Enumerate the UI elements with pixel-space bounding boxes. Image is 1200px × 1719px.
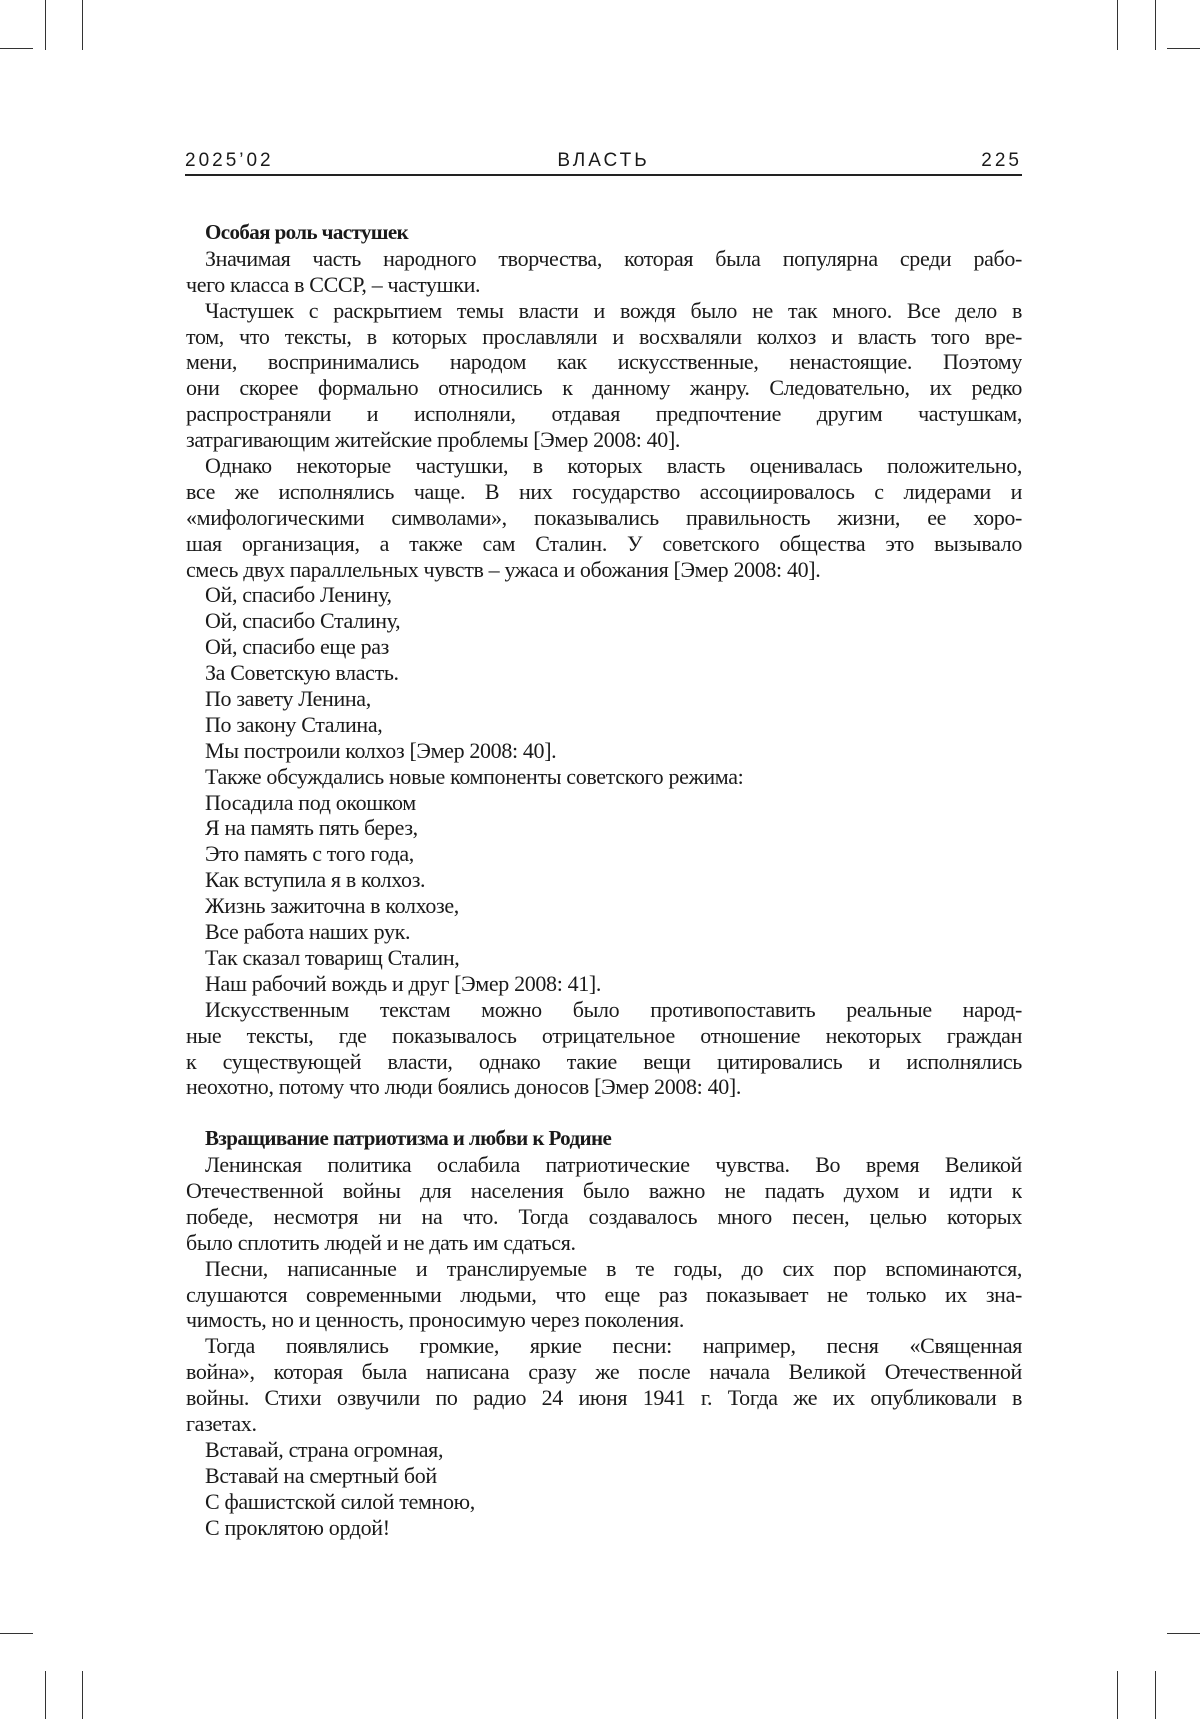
text-line: Все работа наших рук. (186, 919, 1022, 945)
page-number: 225 (981, 150, 1022, 172)
text-line: газетах. (186, 1411, 1022, 1437)
issue-number: 2025’02 (185, 150, 274, 172)
crop-mark (0, 48, 33, 49)
text-line: чимость, но и ценность, проносимую через поколения. (186, 1307, 1022, 1333)
text-line: неохотно, потому что люди боялись доносов [Эмер 2008: 40]. (186, 1074, 1022, 1100)
text-line: к существующей власти, однако такие вещи цитировались и исполнялись (186, 1049, 1022, 1075)
text-line: Вставай, страна огромная, (186, 1437, 1022, 1463)
text-line: Так сказал товарищ Сталин, (186, 945, 1022, 971)
text-line: чего класса в СССР, – частушки. (186, 272, 1022, 298)
text-line: Вставай на смертный бой (186, 1463, 1022, 1489)
text-line: Искусственным текстам можно было противопоставить реальные народ- (186, 997, 1022, 1023)
text-line: Ой, спасибо еще раз (186, 634, 1022, 660)
text-line: было сплотить людей и не дать им сдаться. (186, 1230, 1022, 1256)
text-line: войны. Стихи озвучили по радио 24 июня 1941 г. Тогда же их опубликовали в (186, 1385, 1022, 1411)
text-line: Это память с того года, (186, 841, 1022, 867)
crop-mark (0, 1633, 33, 1634)
text-line: смесь двух параллельных чувств – ужаса и обожания [Эмер 2008: 40]. (186, 557, 1022, 583)
text-line: распространяли и исполняли, отдавая предпочтение другим частушкам, (186, 401, 1022, 427)
text-line: Ой, спасибо Сталину, (186, 608, 1022, 634)
text-line: За Советскую власть. (186, 660, 1022, 686)
article-body (186, 220, 1022, 1540)
crop-mark (1117, 1671, 1118, 1719)
crop-mark (1167, 48, 1200, 49)
text-line: мени, воспринимались народом как искусственные, ненастоящие. Поэтому (186, 349, 1022, 375)
text-line: Частушек с раскрытием темы власти и вождя было не так много. Все дело в (186, 298, 1022, 324)
text-line: Как вступила я в колхоз. (186, 867, 1022, 893)
text-line: ные тексты, где показывалось отрицательное отношение некоторых граждан (186, 1023, 1022, 1049)
section-heading: Особая роль частушек (186, 220, 1022, 246)
text-line: победе, несмотря ни на что. Тогда создавалось много песен, целью которых (186, 1204, 1022, 1230)
text-line: Отечественной войны для населения было важно не падать духом и идти к (186, 1178, 1022, 1204)
section-heading: Взращивание патриотизма и любви к Родине (186, 1126, 1022, 1152)
crop-mark (45, 0, 46, 50)
text-line: Я на память пять берез, (186, 815, 1022, 841)
crop-mark (45, 1671, 46, 1719)
text-line: Песни, написанные и транслируемые в те годы, до сих пор вспоминаются, (186, 1256, 1022, 1282)
text-line: Ленинская политика ослабила патриотические чувства. Во время Великой (186, 1152, 1022, 1178)
crop-mark (1155, 1671, 1156, 1719)
text-line: шая организация, а также сам Сталин. У советского общества это вызывало (186, 531, 1022, 557)
text-line: С проклятою ордой! (186, 1515, 1022, 1541)
crop-mark (1167, 1633, 1200, 1634)
text-line: они скорее формально относились к данному жанру. Следовательно, их редко (186, 375, 1022, 401)
crop-mark (82, 1671, 83, 1719)
journal-title: ВЛАСТЬ (185, 150, 1022, 172)
text-line: слушаются современными людьми, что еще раз показывает не только их зна- (186, 1282, 1022, 1308)
running-header (185, 148, 1022, 176)
text-line: том, что тексты, в которых прославляли и восхваляли колхоз и власть того вре- (186, 324, 1022, 350)
text-line: По закону Сталина, (186, 712, 1022, 738)
text-line: все же исполнялись чаще. В них государство ассоциировалось с лидерами и (186, 479, 1022, 505)
text-line: С фашистской силой темною, (186, 1489, 1022, 1515)
crop-mark (82, 0, 83, 50)
text-line: Посадила под окошком (186, 790, 1022, 816)
text-line: Жизнь зажиточна в колхозе, (186, 893, 1022, 919)
text-line: затрагивающим житейские проблемы [Эмер 2008: 40]. (186, 427, 1022, 453)
text-line: Наш рабочий вождь и друг [Эмер 2008: 41]. (186, 971, 1022, 997)
text-line: По завету Ленина, (186, 686, 1022, 712)
text-line: война», которая была написана сразу же после начала Великой Отечественной (186, 1359, 1022, 1385)
text-line: Мы построили колхоз [Эмер 2008: 40]. (186, 738, 1022, 764)
text-line: «мифологическими символами», показывались правильность жизни, ее хоро- (186, 505, 1022, 531)
crop-mark (1155, 0, 1156, 50)
spacer (186, 1100, 1022, 1126)
text-line: Однако некоторые частушки, в которых власть оценивалась положительно, (186, 453, 1022, 479)
text-line: Также обсуждались новые компоненты советского режима: (186, 764, 1022, 790)
crop-mark (1117, 0, 1118, 50)
text-line: Тогда появлялись громкие, яркие песни: например, песня «Священная (186, 1333, 1022, 1359)
text-line: Значимая часть народного творчества, которая была популярна среди рабо- (186, 246, 1022, 272)
text-line: Ой, спасибо Ленину, (186, 582, 1022, 608)
